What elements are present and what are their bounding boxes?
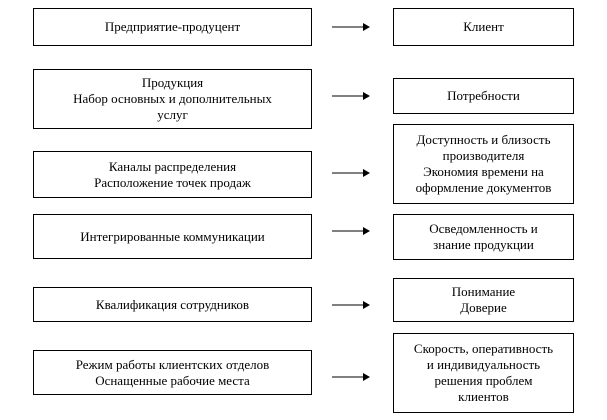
right-box-text: оформление документов bbox=[415, 180, 552, 195]
arrow-right-icon bbox=[332, 22, 370, 32]
arrow-right-icon bbox=[332, 168, 370, 178]
left-box-text: Режим работы клиентских отделов bbox=[75, 356, 270, 372]
arrow-right-icon bbox=[332, 372, 370, 382]
right-box-speed bbox=[393, 333, 574, 413]
right-box-text: и индивидуальность bbox=[426, 357, 541, 372]
right-box-needs bbox=[393, 78, 574, 114]
arrow-right-icon bbox=[332, 300, 370, 310]
left-box-text: Предприятие-продуцент bbox=[104, 19, 241, 34]
left-box-work-mode bbox=[33, 350, 312, 395]
left-box-text: Каналы распределения bbox=[108, 158, 237, 174]
left-box-text: Продукция bbox=[141, 75, 204, 90]
right-box-text: клиентов bbox=[458, 389, 509, 404]
arrow-right-icon bbox=[332, 91, 370, 101]
left-box-communications bbox=[33, 214, 312, 259]
right-box-text: Потребности bbox=[447, 88, 520, 103]
left-box-text: Интегрированные коммуникации bbox=[80, 228, 265, 244]
left-box-text: Оснащенные рабочие места bbox=[95, 372, 250, 388]
right-box-text: решения проблем bbox=[434, 373, 533, 388]
right-box-client bbox=[393, 8, 574, 46]
right-box-text: Клиент bbox=[463, 19, 504, 34]
left-box-products bbox=[33, 69, 312, 129]
left-box-text: Квалификация сотрудников bbox=[95, 296, 250, 312]
right-box-awareness bbox=[393, 214, 574, 260]
right-box-text: Доверие bbox=[460, 300, 507, 315]
left-box-text: Набор основных и дополнительных bbox=[73, 91, 272, 106]
right-box-text: знание продукции bbox=[433, 237, 534, 252]
left-box-producer bbox=[33, 8, 312, 46]
left-box-distribution bbox=[33, 151, 312, 198]
right-box-text: Экономия времени на bbox=[423, 164, 544, 179]
right-box-text: Осведомленность и bbox=[429, 221, 538, 236]
right-box-text: Понимание bbox=[451, 284, 516, 299]
right-box-accessibility bbox=[393, 124, 574, 204]
left-box-text: Расположение точек продаж bbox=[94, 174, 251, 190]
right-box-text: производителя bbox=[442, 148, 525, 163]
right-box-text: Доступность и близость bbox=[416, 132, 551, 147]
arrow-right-icon bbox=[332, 226, 370, 236]
left-box-text: услуг bbox=[157, 107, 188, 122]
right-box-understanding bbox=[393, 278, 574, 322]
left-box-qualification bbox=[33, 287, 312, 322]
right-box-text: Скорость, оперативность bbox=[413, 341, 554, 356]
